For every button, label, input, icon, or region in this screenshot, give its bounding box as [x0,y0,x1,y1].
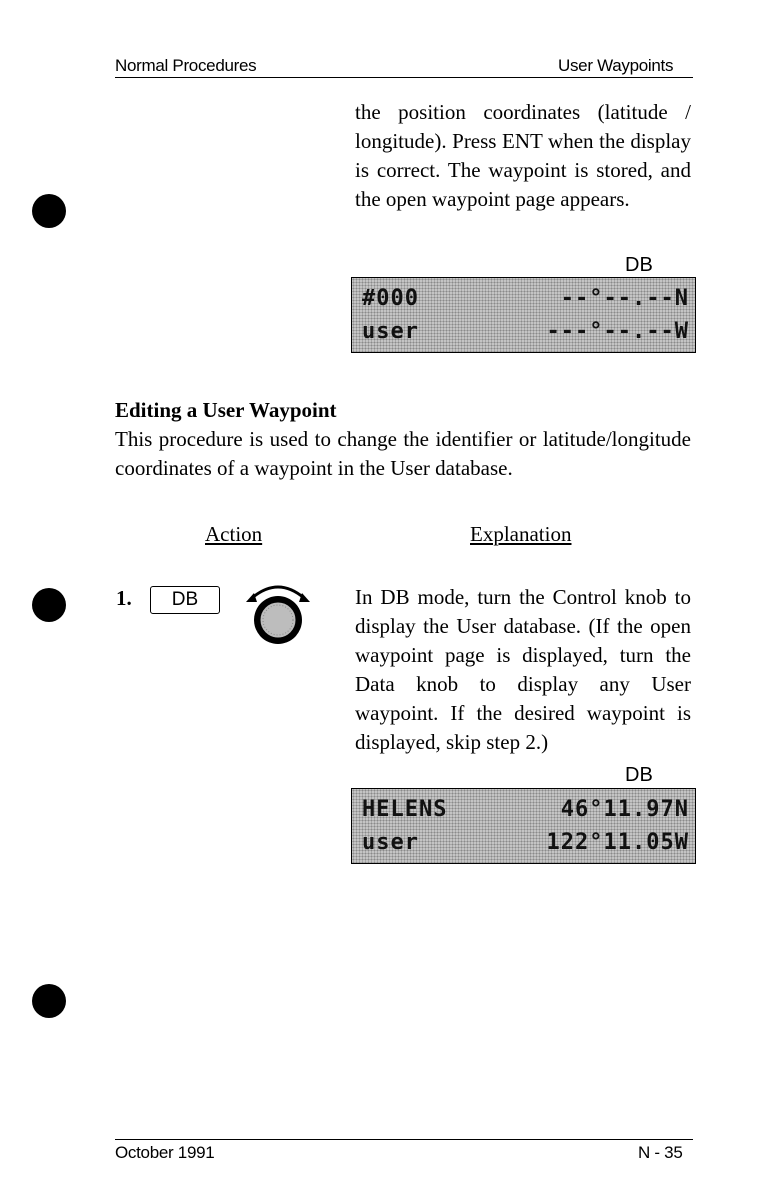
binder-hole-top [32,194,66,228]
section-body: This procedure is used to change the identifier or latitude/longitude coordinates of a waypoint in the User database. [115,427,691,480]
step1-explanation: In DB mode, turn the Control knob to display the User database. (If the open waypoint page is displayed, turn the Data knob to display any User waypoint. If the desired waypoint is displayed, skip step 2.) [355,585,691,754]
display1-database: user [362,319,419,344]
display1-identifier: #000 [362,286,419,311]
display2-longitude: 122°11.05W [546,830,689,855]
column-head-explanation: Explanation [470,522,572,546]
step-number: 1. [116,586,132,610]
display2-mode-label: DB [625,764,653,786]
footer-date: October 1991 [115,1143,215,1162]
footer-page-number: N - 35 [638,1143,683,1162]
binder-hole-bottom [32,984,66,1018]
display1-mode-label: DB [625,254,653,276]
column-head-action: Action [205,522,263,546]
binder-hole-middle [32,588,66,622]
display2-latitude: 46°11.97N [560,797,689,822]
display2-identifier: HELENS [362,797,448,822]
header-left: Normal Procedures [115,56,257,75]
display1-latitude: --°--.--N [560,286,689,311]
display1-longitude: ---°--.--W [546,319,689,344]
intro-paragraph: the position coordinates (latitude / longitude). Press ENT when the display is correct. The waypoint is stored, and the open waypoint page appears. [355,100,691,211]
lcd-display-open-waypoint [351,277,696,353]
lcd-display-user-waypoint [351,788,696,864]
control-knob-icon[interactable] [238,582,318,648]
header-rule [115,77,693,78]
footer-rule [115,1139,693,1140]
db-key-button[interactable]: DB [150,586,220,614]
display2-database: user [362,830,419,855]
header-right: User Waypoints [558,56,674,75]
section-title: Editing a User Waypoint [115,398,337,422]
